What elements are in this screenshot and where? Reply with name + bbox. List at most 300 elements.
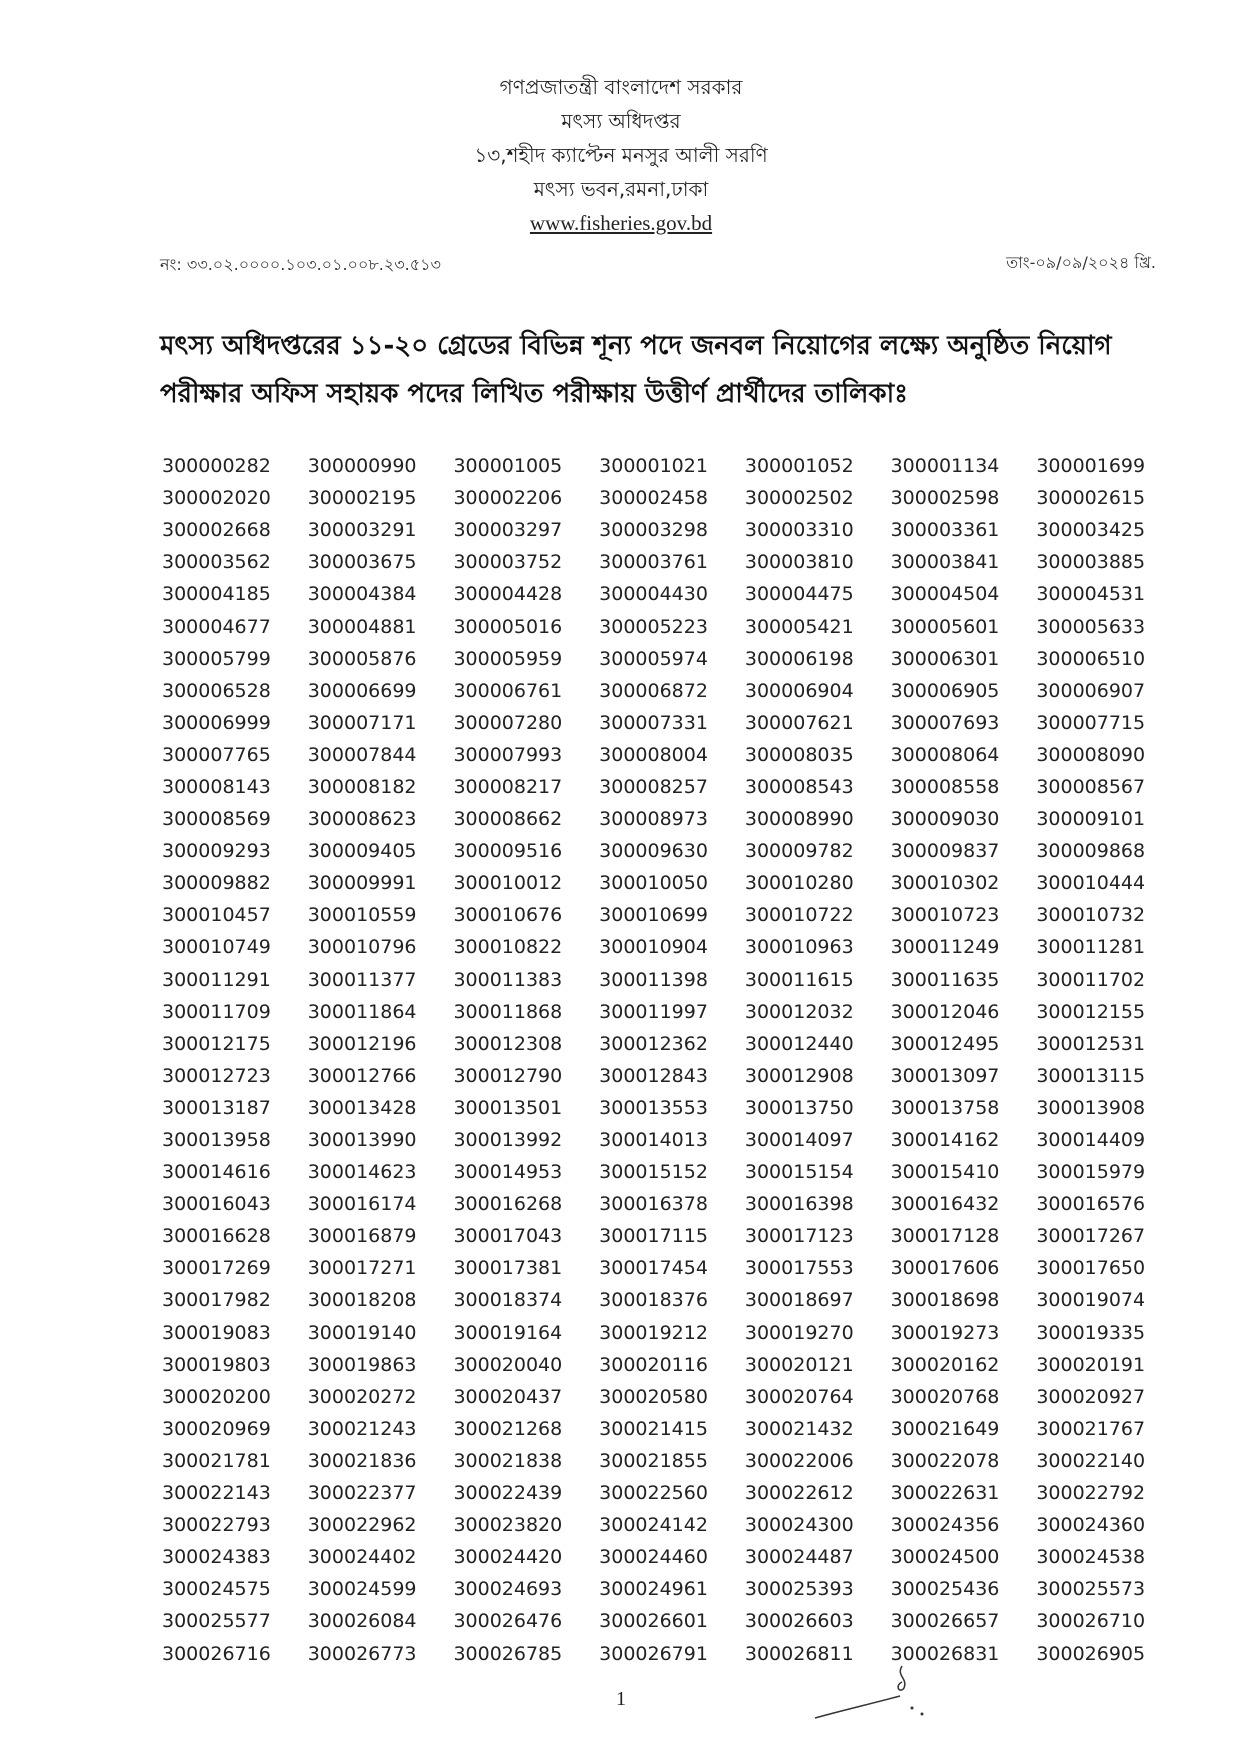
roll-number: 300009991 [307, 872, 417, 895]
roll-number: 300005974 [599, 647, 708, 670]
roll-number: 300014616 [162, 1161, 271, 1184]
roll-number: 300015154 [744, 1161, 854, 1184]
roll-number: 300021838 [453, 1449, 563, 1472]
roll-number: 300006761 [453, 679, 563, 702]
roll-number: 300012766 [307, 1064, 417, 1087]
roll-number: 300021243 [307, 1417, 417, 1440]
roll-number: 300021268 [453, 1417, 563, 1440]
roll-number: 300012723 [162, 1064, 271, 1087]
roll-number: 300016432 [890, 1193, 1000, 1216]
roll-number: 300017267 [1036, 1225, 1146, 1248]
roll-number: 300003675 [307, 551, 417, 574]
table-row [162, 1060, 1182, 1092]
roll-number: 300014409 [1036, 1129, 1146, 1152]
roll-number: 300004384 [307, 583, 417, 606]
roll-number: 300021767 [1036, 1417, 1146, 1440]
roll-number: 300016268 [453, 1193, 563, 1216]
roll-number: 300015979 [1036, 1161, 1146, 1184]
roll-number: 300007621 [744, 711, 854, 734]
roll-number: 300010280 [744, 872, 854, 895]
roll-number: 300022560 [599, 1482, 708, 1505]
roll-number: 300003752 [453, 551, 563, 574]
roll-number: 300017123 [744, 1225, 854, 1248]
roll-number: 300013992 [453, 1129, 563, 1152]
roll-number: 300012175 [162, 1032, 271, 1055]
roll-number: 300008217 [453, 775, 563, 798]
roll-number: 300013428 [307, 1096, 417, 1119]
roll-number: 300017271 [307, 1257, 417, 1280]
table-row [162, 771, 1182, 803]
roll-number: 300026905 [1036, 1642, 1146, 1665]
roll-number: 300009516 [453, 840, 563, 863]
roll-number: 300024300 [744, 1514, 854, 1537]
roll-number: 300004881 [307, 615, 417, 638]
roll-number: 300005223 [599, 615, 708, 638]
roll-number: 300015152 [599, 1161, 708, 1184]
roll-number: 300010749 [162, 936, 271, 959]
roll-number: 300017115 [599, 1225, 708, 1248]
roll-number: 300008035 [744, 743, 854, 766]
roll-number: 300010559 [307, 904, 417, 927]
roll-number: 300014162 [890, 1129, 1000, 1152]
roll-number: 300006301 [890, 647, 1000, 670]
roll-number: 300011291 [162, 968, 271, 991]
roll-number: 300010699 [599, 904, 708, 927]
table-row [162, 578, 1182, 610]
roll-number: 300008662 [453, 808, 563, 831]
roll-number: 300017650 [1036, 1257, 1146, 1280]
roll-number: 300013187 [162, 1096, 271, 1119]
roll-number: 300026716 [162, 1642, 271, 1665]
roll-number: 300024599 [307, 1578, 417, 1601]
roll-number: 300011868 [453, 1000, 563, 1023]
roll-number: 300007844 [307, 743, 417, 766]
roll-number: 300019140 [307, 1321, 417, 1344]
roll-number: 300003810 [744, 551, 854, 574]
roll-number: 300016043 [162, 1193, 271, 1216]
table-row [162, 707, 1182, 739]
roll-number: 300001699 [1036, 455, 1146, 478]
roll-number: 300005799 [162, 647, 271, 670]
table-row [162, 1252, 1182, 1284]
roll-number: 300019273 [890, 1321, 1000, 1344]
address-city: মৎস্য ভবন,রমনা,ঢাকা [533, 177, 709, 201]
roll-number: 300024500 [890, 1546, 1000, 1569]
roll-number: 300020764 [744, 1385, 854, 1408]
roll-number: 300000990 [307, 455, 417, 478]
roll-number: 300021432 [744, 1417, 854, 1440]
roll-number: 300003297 [453, 519, 563, 542]
roll-number: 300012843 [599, 1064, 708, 1087]
roll-number: 300020927 [1036, 1385, 1146, 1408]
table-row [162, 1637, 1182, 1669]
roll-number: 300002668 [162, 519, 271, 542]
roll-number: 300024356 [890, 1514, 1000, 1537]
roll-number: 300008004 [599, 743, 708, 766]
roll-number: 300008143 [162, 775, 271, 798]
roll-number: 300011377 [307, 968, 417, 991]
roll-number: 300025573 [1036, 1578, 1146, 1601]
roll-number: 300003885 [1036, 551, 1146, 574]
roll-number: 300006905 [890, 679, 1000, 702]
roll-number: 300016174 [307, 1193, 417, 1216]
roll-number: 300010722 [744, 904, 854, 927]
roll-number: 300026601 [599, 1610, 708, 1633]
roll-number: 300003291 [307, 519, 417, 542]
table-row [162, 739, 1182, 771]
roll-number: 300011249 [890, 936, 1000, 959]
roll-number: 300005421 [744, 615, 854, 638]
roll-number: 300013758 [890, 1096, 1000, 1119]
roll-number: 300024693 [453, 1578, 563, 1601]
roll-number: 300020768 [890, 1385, 1000, 1408]
roll-number: 300006999 [162, 711, 271, 734]
roll-number: 300019803 [162, 1353, 271, 1376]
roll-number: 300006528 [162, 679, 271, 702]
roll-number: 300013750 [744, 1096, 854, 1119]
roll-number: 300021781 [162, 1449, 271, 1472]
roll-number: 300012308 [453, 1032, 563, 1055]
roll-number: 300024420 [453, 1546, 563, 1569]
roll-number: 300010302 [890, 872, 1000, 895]
roll-number: 300011864 [307, 1000, 417, 1023]
roll-number: 300005633 [1036, 615, 1146, 638]
roll-number: 300003310 [744, 519, 854, 542]
roll-number: 300012362 [599, 1032, 708, 1055]
roll-number: 300008990 [744, 808, 854, 831]
roll-number: 300014013 [599, 1129, 708, 1152]
roll-number: 300014953 [453, 1161, 563, 1184]
roll-number: 300004428 [453, 583, 563, 606]
roll-number: 300018376 [599, 1289, 708, 1312]
table-row [162, 610, 1182, 642]
roll-number: 300002615 [1036, 487, 1146, 510]
table-row [162, 1381, 1182, 1413]
table-row [162, 1605, 1182, 1637]
table-row [162, 675, 1182, 707]
roll-number: 300026831 [890, 1642, 1000, 1665]
roll-number: 300013908 [1036, 1096, 1146, 1119]
table-row [162, 1284, 1182, 1316]
roll-number: 300011709 [162, 1000, 271, 1023]
letterhead [0, 70, 1242, 240]
roll-number: 300016576 [1036, 1193, 1146, 1216]
roll-number: 300021649 [890, 1417, 1000, 1440]
roll-number: 300008090 [1036, 743, 1146, 766]
roll-number: 300018374 [453, 1289, 563, 1312]
roll-number: 300020162 [890, 1353, 1000, 1376]
roll-number: 300026657 [890, 1610, 1000, 1633]
roll-number: 300001021 [599, 455, 708, 478]
roll-number: 300007331 [599, 711, 708, 734]
table-row [162, 899, 1182, 931]
roll-number: 300024575 [162, 1578, 271, 1601]
roll-number: 300003425 [1036, 519, 1146, 542]
roll-number: 300006510 [1036, 647, 1146, 670]
roll-number: 300010732 [1036, 904, 1146, 927]
table-row [162, 1541, 1182, 1573]
roll-number: 300008567 [1036, 775, 1146, 798]
roll-number: 300010012 [453, 872, 563, 895]
roll-number: 300003841 [890, 551, 1000, 574]
roll-number: 300012032 [744, 1000, 854, 1023]
roll-number: 300008973 [599, 808, 708, 831]
roll-number: 300003761 [599, 551, 708, 574]
title-line-1: মৎস্য অধিদপ্তরের ১১-২০ গ্রেডের বিভিন্ন শূন্য পদে জনবল নিয়োগের লক্ষ্যে অনুষ্ঠিত নিয়োগ [160, 331, 1112, 361]
table-row [162, 1509, 1182, 1541]
roll-number: 300012440 [744, 1032, 854, 1055]
roll-number: 300004677 [162, 615, 271, 638]
issue-date: তাং-০৯/০৯/২০২৪ খ্রি. [1006, 253, 1156, 272]
roll-number: 300005016 [453, 615, 563, 638]
roll-number: 300018698 [890, 1289, 1000, 1312]
roll-number: 300018208 [307, 1289, 417, 1312]
roll-number: 300013097 [890, 1064, 1000, 1087]
roll-number: 300026084 [307, 1610, 417, 1633]
table-row [162, 1573, 1182, 1605]
roll-number: 300024402 [307, 1546, 417, 1569]
roll-number: 300021855 [599, 1449, 708, 1472]
roll-number: 300022143 [162, 1482, 271, 1505]
table-row [162, 1477, 1182, 1509]
roll-number: 300005876 [307, 647, 417, 670]
roll-number: 300005959 [453, 647, 563, 670]
roll-number: 300016628 [162, 1225, 271, 1248]
roll-number: 300022078 [890, 1449, 1000, 1472]
table-row [162, 1413, 1182, 1445]
title-line-2: পরীক্ষার অফিস সহায়ক পদের লিখিত পরীক্ষায় উত্তীর্ণ প্রার্থীদের তালিকাঃ [160, 379, 909, 409]
roll-number: 300016398 [744, 1193, 854, 1216]
roll-number: 300015410 [890, 1161, 1000, 1184]
address-line: ১৩,শহীদ ক্যাপ্টেন মনসুর আলী সরণি [474, 143, 768, 167]
roll-number: 300001005 [453, 455, 563, 478]
roll-number: 300017269 [162, 1257, 271, 1280]
roll-number: 300026785 [453, 1642, 563, 1665]
roll-number: 300001134 [890, 455, 1000, 478]
roll-number: 300010676 [453, 904, 563, 927]
roll-number: 300007993 [453, 743, 563, 766]
roll-number: 300017381 [453, 1257, 563, 1280]
roll-number: 300019212 [599, 1321, 708, 1344]
roll-number: 300007693 [890, 711, 1000, 734]
roll-number: 300013553 [599, 1096, 708, 1119]
table-row [162, 803, 1182, 835]
roll-number: 300016378 [599, 1193, 708, 1216]
roll-number: 300019164 [453, 1321, 563, 1344]
roll-number: 300020580 [599, 1385, 708, 1408]
roll-number: 300008182 [307, 775, 417, 798]
roll-number: 300012790 [453, 1064, 563, 1087]
roll-number: 300017128 [890, 1225, 1000, 1248]
document-title [160, 322, 1160, 418]
roll-number: 300008257 [599, 775, 708, 798]
roll-number: 300020040 [453, 1353, 563, 1376]
roll-number: 300012196 [307, 1032, 417, 1055]
roll-number: 300009405 [307, 840, 417, 863]
roll-number: 300026710 [1036, 1610, 1146, 1633]
roll-number: 300026603 [744, 1610, 854, 1633]
memo-number: নং: ৩৩.০২.০০০০.১০৩.০১.০০৮.২৩.৫১৩ [160, 255, 441, 274]
roll-number: 300006907 [1036, 679, 1146, 702]
roll-number: 300020116 [599, 1353, 708, 1376]
table-row [162, 1092, 1182, 1124]
roll-number: 300009782 [744, 840, 854, 863]
roll-number: 300017454 [599, 1257, 708, 1280]
roll-number: 300014623 [307, 1161, 417, 1184]
roll-number: 300012046 [890, 1000, 1000, 1023]
roll-number: 300019270 [744, 1321, 854, 1344]
roll-number: 300014097 [744, 1129, 854, 1152]
roll-number: 300003298 [599, 519, 708, 542]
roll-number: 300020121 [744, 1353, 854, 1376]
roll-number: 300013501 [453, 1096, 563, 1119]
table-row [162, 643, 1182, 675]
roll-number: 300013990 [307, 1129, 417, 1152]
roll-number: 300002195 [307, 487, 417, 510]
table-row [162, 546, 1182, 578]
roll-number: 300022140 [1036, 1449, 1146, 1472]
roll-number: 300011398 [599, 968, 708, 991]
roll-number: 300005601 [890, 615, 1000, 638]
roll-number: 300010723 [890, 904, 1000, 927]
roll-number: 300003562 [162, 551, 271, 574]
roll-number: 300025577 [162, 1610, 271, 1633]
roll-number: 300000282 [162, 455, 271, 478]
roll-number: 300020969 [162, 1417, 271, 1440]
roll-number: 300011615 [744, 968, 854, 991]
roll-number: 300002502 [744, 487, 854, 510]
table-row [162, 482, 1182, 514]
table-row [162, 1349, 1182, 1381]
roll-number: 300010444 [1036, 872, 1146, 895]
table-row [162, 1445, 1182, 1477]
roll-number: 300011997 [599, 1000, 708, 1023]
roll-number: 300022612 [744, 1482, 854, 1505]
table-row [162, 835, 1182, 867]
roll-number: 300002458 [599, 487, 708, 510]
roll-number: 300023820 [453, 1514, 563, 1537]
roll-number: 300011635 [890, 968, 1000, 991]
table-row [162, 514, 1182, 546]
roll-number: 300013958 [162, 1129, 271, 1152]
roll-number: 300020272 [307, 1385, 417, 1408]
roll-number: 300011281 [1036, 936, 1146, 959]
table-row [162, 1317, 1182, 1349]
roll-number: 300006699 [307, 679, 417, 702]
roll-number: 300001052 [744, 455, 854, 478]
roll-number: 300025436 [890, 1578, 1000, 1601]
roll-number: 300017043 [453, 1225, 563, 1248]
roll-number: 300019335 [1036, 1321, 1146, 1344]
roll-number: 300006904 [744, 679, 854, 702]
roll-number: 300012531 [1036, 1032, 1146, 1055]
roll-number: 300022792 [1036, 1482, 1146, 1505]
roll-number: 300009868 [1036, 840, 1146, 863]
roll-number: 300022006 [744, 1449, 854, 1472]
website-link[interactable]: www.fisheries.gov.bd [529, 211, 713, 235]
roll-number: 300013115 [1036, 1064, 1146, 1087]
table-row [162, 1188, 1182, 1220]
roll-number: 300008558 [890, 775, 1000, 798]
roll-number: 300020191 [1036, 1353, 1146, 1376]
roll-number: 300004504 [890, 583, 1000, 606]
roll-number: 300022439 [453, 1482, 563, 1505]
roll-number: 300010904 [599, 936, 708, 959]
government-name: গণপ্রজাতন্ত্রী বাংলাদেশ সরকার [499, 75, 743, 99]
roll-number: 300009630 [599, 840, 708, 863]
roll-number: 300012155 [1036, 1000, 1146, 1023]
table-row [162, 1124, 1182, 1156]
roll-number: 300008064 [890, 743, 1000, 766]
roll-number: 300004531 [1036, 583, 1146, 606]
roll-number: 300020200 [162, 1385, 271, 1408]
roll-number: 300018697 [744, 1289, 854, 1312]
roll-number: 300009030 [890, 808, 1000, 831]
roll-number: 300024487 [744, 1546, 854, 1569]
department-name: মৎস্য অধিদপ্তর [561, 109, 681, 133]
roll-number-list [162, 450, 1182, 1670]
roll-number: 300024383 [162, 1546, 271, 1569]
roll-number: 300002598 [890, 487, 1000, 510]
roll-number: 300010963 [744, 936, 854, 959]
table-row [162, 931, 1182, 963]
table-row [162, 867, 1182, 899]
roll-number: 300026476 [453, 1610, 563, 1633]
roll-number: 300008569 [162, 808, 271, 831]
roll-number: 300010050 [599, 872, 708, 895]
roll-number: 300022793 [162, 1514, 271, 1537]
roll-number: 300019863 [307, 1353, 417, 1376]
roll-number: 300021836 [307, 1449, 417, 1472]
roll-number: 300004185 [162, 583, 271, 606]
roll-number: 300011383 [453, 968, 563, 991]
roll-number: 300007171 [307, 711, 417, 734]
roll-number: 300021415 [599, 1417, 708, 1440]
roll-number: 300010796 [307, 936, 417, 959]
roll-number: 300011702 [1036, 968, 1146, 991]
roll-number: 300007280 [453, 711, 563, 734]
roll-number: 300009837 [890, 840, 1000, 863]
page-number: 1 [616, 1688, 626, 1710]
table-row [162, 1028, 1182, 1060]
roll-number: 300024961 [599, 1578, 708, 1601]
roll-number: 300009882 [162, 872, 271, 895]
roll-number: 300004430 [599, 583, 708, 606]
roll-number: 300008543 [744, 775, 854, 798]
table-row [162, 1220, 1182, 1252]
roll-number: 300003361 [890, 519, 1000, 542]
roll-number: 300022962 [307, 1514, 417, 1537]
roll-number: 300010457 [162, 904, 271, 927]
roll-number: 300024360 [1036, 1514, 1146, 1537]
roll-number: 300019083 [162, 1321, 271, 1344]
table-row [162, 1156, 1182, 1188]
roll-number: 300016879 [307, 1225, 417, 1248]
roll-number: 300024538 [1036, 1546, 1146, 1569]
roll-number: 300012908 [744, 1064, 854, 1087]
roll-number: 300024142 [599, 1514, 708, 1537]
roll-number: 300004475 [744, 583, 854, 606]
roll-number: 300025393 [744, 1578, 854, 1601]
roll-number: 300017982 [162, 1289, 271, 1312]
roll-number: 300008623 [307, 808, 417, 831]
roll-number: 300022377 [307, 1482, 417, 1505]
roll-number: 300006198 [744, 647, 854, 670]
roll-number: 300010822 [453, 936, 563, 959]
roll-number: 300002206 [453, 487, 563, 510]
roll-number: 300012495 [890, 1032, 1000, 1055]
table-row [162, 450, 1182, 482]
